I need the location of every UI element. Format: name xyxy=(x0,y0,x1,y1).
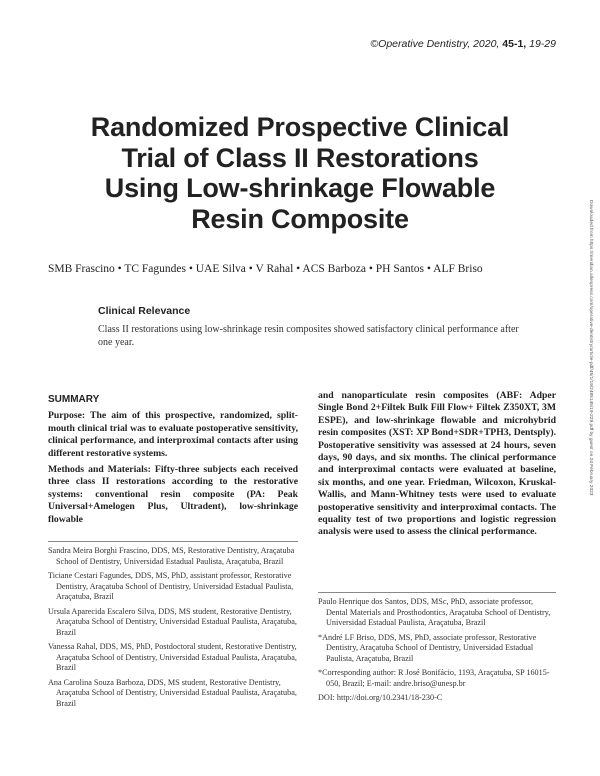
journal-header xyxy=(370,38,556,50)
clinical-relevance-box xyxy=(98,305,528,349)
journal-pages: 19-29 xyxy=(526,38,556,50)
affiliation-item: Sandra Meira Borghi Frascino, DDS, MS, Restorative Dentistry, Araçatuba School of Dentistry, Universidad Estadual Paulista, Araçatuba, Brazil xyxy=(48,546,295,566)
purpose-label: Purpose: xyxy=(48,410,86,422)
corresponding-author: *Corresponding author: R José Bonifácio, 1193, Araçatuba, SP 16015-050, Brazil; E-mail: andre.briso@unesp.br xyxy=(318,668,550,688)
affiliation-item: *André LF Briso, DDS, MS, PhD, associate professor, Restorative Dentistry, Araçatuba School of Dentistry, Universidad Estadual Paulista, Araçatuba, Brazil xyxy=(318,632,537,663)
footnote-divider xyxy=(48,541,298,542)
purpose-paragraph xyxy=(48,410,298,460)
left-column xyxy=(48,394,298,530)
clinical-relevance-text: Class II restorations using low-shrinkage resin composites showed satisfactory clinical performance after one year. xyxy=(98,324,519,348)
journal-name: Operative Dentistry, 2020, xyxy=(378,38,503,50)
affiliation-item: Ana Carolina Souza Barboza, DDS, MS student, Restorative Dentistry, Araçatuba School of Dentistry, Universidad Estadual Paulista, Araçatuba, Brazil xyxy=(48,677,297,708)
clinical-relevance-heading: Clinical Relevance xyxy=(98,305,191,317)
affiliations-right xyxy=(318,597,556,708)
download-note xyxy=(585,200,595,720)
doi-link[interactable]: DOI: http://doi.org/10.2341/18-230-C xyxy=(318,693,443,703)
article-title xyxy=(40,112,560,234)
affiliation-item: Ticiane Cestari Fagundes, DDS, MS, PhD, assistant professor, Restorative Dentistry, Araçatuba School of Dentistry, Universidad Estadual Paulista, Araçatuba, Brazil xyxy=(48,570,294,602)
purpose-text: The aim of this prospective, randomized, split-mouth clinical trial was to evaluate postoperative sensitivity, clinical performance, and interproximal contacts after using different restorative systems. xyxy=(48,410,298,459)
methods-paragraph-continued: and nanoparticulate resin composites (ABF: Adper Single Bond 2+Filtek Bulk Fill Flow+ Filtek Z350XT, 3M ESPE), and low-shrinkage flowable and microhybrid resin composites (XST: XP Bond+SDR+TPH3, Dentsply). Postoperative sensitivity was assessed at 24 hours, seven days, 90 days, and six months. The clinical performance and interproximal contacts were evaluated at baseline, six months, and one year. Friedman, Wilcoxon, Kruskal-Wallis, and Mann-Whitney tests were used to evaluate postoperative sensitivity and interproximal contacts. The equality test of two proportions and logistic regression analysis were used to assess the clinical performance. xyxy=(318,390,556,538)
right-column xyxy=(318,390,556,543)
journal-volume: 45-1, xyxy=(502,38,527,50)
title-line: Randomized Prospective Clinical xyxy=(90,112,510,142)
footnote-divider xyxy=(318,592,556,593)
title-line: Trial of Class II Restorations xyxy=(121,142,479,173)
methods-label: Methods and Materials: xyxy=(48,464,151,476)
author-list: SMB Frascino • TC Fagundes • UAE Silva • V Rahal • ACS Barboza • PH Santos • ALF Briso xyxy=(48,263,483,275)
download-note-text: Downloaded from https://meridian.allenpress.com/operative-dentistry/article-pdf/45/1/19/2485145/19-229.pdf by guest on 24 February 2023 xyxy=(588,200,593,496)
affiliation-item: Paulo Henrique dos Santos, DDS, MSc, PhD, associate professor, Dental Materials and Prosthodontics, Araçatuba School of Dentistry, Universidad Estadual Paulista, Araçatuba, Brazil xyxy=(318,597,551,628)
copyright-symbol: © xyxy=(370,38,379,50)
affiliations-left xyxy=(48,546,298,713)
affiliation-item: Vanessa Rahal, DDS, MS, PhD, Postdoctoral student, Restorative Dentistry, Araçatuba School of Dentistry, Universidad Estadual Paulista, Araçatuba, Brazil xyxy=(48,642,297,673)
title-line: Using Low-shrinkage Flowable xyxy=(104,173,496,203)
title-line: Resin Composite xyxy=(191,203,409,234)
affiliation-item: Ursula Aparecida Escalero Silva, DDS, MS student, Restorative Dentistry, Araçatuba School of Dentistry, Universidad Estadual Paulista, Araçatuba, Brazil xyxy=(48,606,297,637)
summary-heading: SUMMARY xyxy=(48,394,100,405)
methods-paragraph xyxy=(48,464,298,526)
methods-text: Fifty-three subjects each received three class II restorations according to the restorative systems: conventional resin composite (PA: Peak Universal+Amelogen Plus, Ultradent), low-shrinkage flowable xyxy=(48,464,298,525)
